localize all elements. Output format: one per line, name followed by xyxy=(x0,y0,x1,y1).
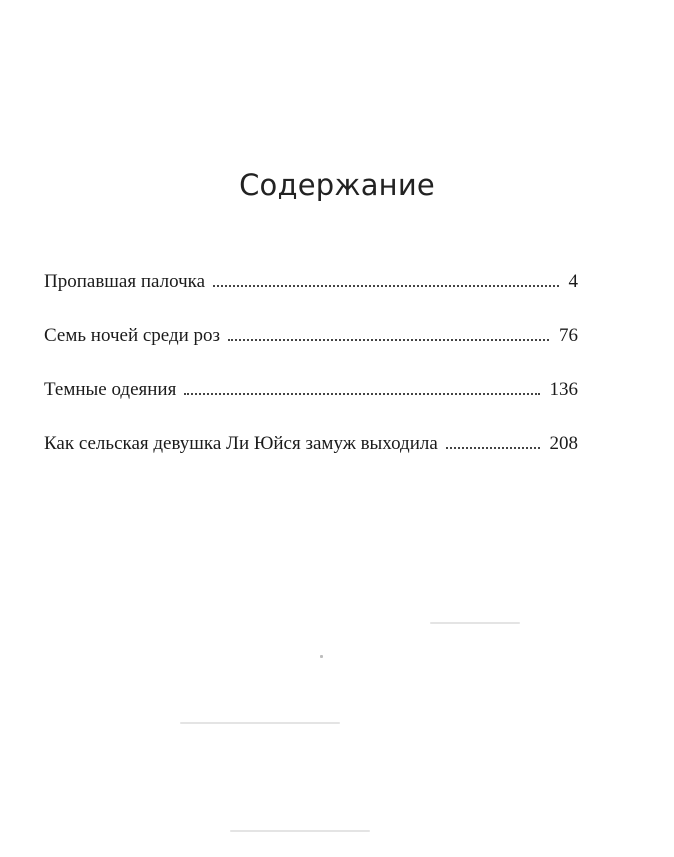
toc-entry xyxy=(44,430,578,457)
toc-entry xyxy=(44,322,578,349)
toc-entry-page: 136 xyxy=(549,379,578,400)
dot-leader xyxy=(184,393,539,395)
paper-speck xyxy=(430,622,520,624)
dot-leader xyxy=(228,339,549,341)
toc-entry xyxy=(44,268,578,295)
dot-leader xyxy=(446,447,540,449)
paper-speck xyxy=(230,830,370,832)
toc-entry xyxy=(44,376,578,403)
contents-heading: Содержание xyxy=(239,168,435,202)
paper-speck xyxy=(180,722,340,724)
toc-entry-title: Темные одеяния xyxy=(44,379,177,400)
dot-leader xyxy=(213,285,558,287)
toc-entry-title: Как сельская девушка Ли Юйся замуж выходила xyxy=(44,433,438,454)
toc-entry-page: 4 xyxy=(568,271,578,292)
table-of-contents xyxy=(44,268,578,484)
toc-entry-page: 208 xyxy=(549,433,578,454)
paper-speck xyxy=(320,655,323,658)
toc-entry-title: Семь ночей среди роз xyxy=(44,325,221,346)
toc-entry-page: 76 xyxy=(559,325,578,346)
toc-entry-title: Пропавшая палочка xyxy=(44,271,206,292)
